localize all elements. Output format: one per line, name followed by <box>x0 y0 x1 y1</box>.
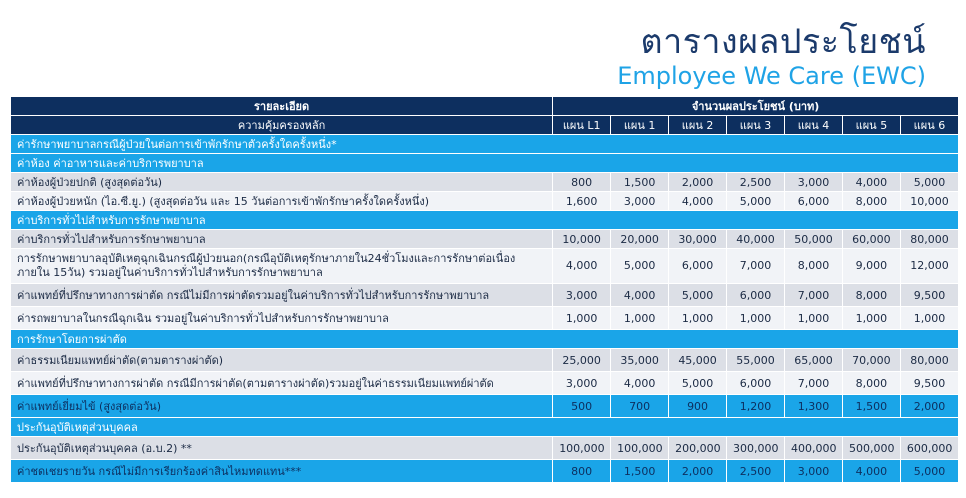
plan-value: 8,000 <box>843 192 900 210</box>
table-row <box>11 192 958 210</box>
plan-value: 1,000 <box>669 307 726 329</box>
plan-value: 1,500 <box>843 395 900 417</box>
section-row <box>11 154 958 172</box>
plan-value: 1,300 <box>785 395 842 417</box>
row-label: ค่าแพทย์ที่ปรึกษาทางการผ่าตัด กรณีไม่มีการผ่าตัดรวมอยู่ในค่าบริการทั่วไปสำหรับการรักษาพยาบาล <box>11 284 552 306</box>
table-row <box>11 173 958 191</box>
table-row <box>11 249 958 283</box>
header-plan: แผน 3 <box>727 116 784 134</box>
row-label: ค่าชดเชยรายวัน กรณีไม่มีการเรียกร้องค่าสินไหมทดแทน*** <box>11 460 552 482</box>
plan-value: 50,000 <box>785 230 842 248</box>
plan-value: 800 <box>553 173 610 191</box>
plan-value: 500 <box>553 395 610 417</box>
plan-value: 3,000 <box>611 192 668 210</box>
section-row <box>11 135 958 153</box>
plan-value: 600,000 <box>901 437 958 459</box>
plan-value: 12,000 <box>901 249 958 283</box>
page-subtitle: Employee We Care (EWC) <box>617 62 926 90</box>
plan-value: 4,000 <box>669 192 726 210</box>
benefit-table-body <box>11 135 958 482</box>
plan-value: 5,000 <box>669 284 726 306</box>
plan-value: 4,000 <box>611 372 668 394</box>
plan-value: 6,000 <box>727 372 784 394</box>
plan-value: 1,000 <box>727 307 784 329</box>
plan-value: 35,000 <box>611 349 668 371</box>
table-row <box>11 395 958 417</box>
plan-value: 4,000 <box>843 460 900 482</box>
plan-value: 25,000 <box>553 349 610 371</box>
plan-value: 2,000 <box>669 173 726 191</box>
plan-value: 45,000 <box>669 349 726 371</box>
header-coverage: ความคุ้มครองหลัก <box>11 116 552 134</box>
section-label: ประกันอุบัติเหตุส่วนบุคคล <box>11 418 958 436</box>
plan-value: 5,000 <box>611 249 668 283</box>
plan-value: 70,000 <box>843 349 900 371</box>
plan-value: 9,500 <box>901 284 958 306</box>
plan-value: 1,600 <box>553 192 610 210</box>
plan-value: 1,000 <box>843 307 900 329</box>
table-row <box>11 307 958 329</box>
plan-value: 2,000 <box>669 460 726 482</box>
plan-value: 40,000 <box>727 230 784 248</box>
plan-value: 3,000 <box>553 372 610 394</box>
plan-value: 4,000 <box>553 249 610 283</box>
plan-value: 8,000 <box>785 249 842 283</box>
table-row <box>11 460 958 482</box>
header-plan: แผน 2 <box>669 116 726 134</box>
section-label: ค่าบริการทั่วไปสำหรับการรักษาพยาบาล <box>11 211 958 229</box>
plan-value: 8,000 <box>843 372 900 394</box>
plan-value: 55,000 <box>727 349 784 371</box>
plan-value: 1,000 <box>901 307 958 329</box>
plan-value: 3,000 <box>785 173 842 191</box>
plan-value: 60,000 <box>843 230 900 248</box>
plan-value: 10,000 <box>553 230 610 248</box>
plan-value: 1,000 <box>785 307 842 329</box>
plan-value: 200,000 <box>669 437 726 459</box>
plan-value: 400,000 <box>785 437 842 459</box>
plan-value: 1,200 <box>727 395 784 417</box>
table-row <box>11 349 958 371</box>
header-plan: แผน 6 <box>901 116 958 134</box>
plan-value: 500,000 <box>843 437 900 459</box>
plan-value: 20,000 <box>611 230 668 248</box>
plan-value: 5,000 <box>669 372 726 394</box>
plan-value: 5,000 <box>727 192 784 210</box>
section-label: การรักษาโดยการผ่าตัด <box>11 330 958 348</box>
plan-value: 2,500 <box>727 173 784 191</box>
plan-value: 80,000 <box>901 230 958 248</box>
section-label: ค่ารักษาพยาบาลกรณีผู้ป่วยในต่อการเข้าพักรักษาตัวครั้งใดครั้งหนึ่ง* <box>11 135 958 153</box>
benefit-table <box>10 96 959 483</box>
plan-value: 3,000 <box>785 460 842 482</box>
row-label: ประกันอุบัติเหตุส่วนบุคคล (อ.บ.2) ** <box>11 437 552 459</box>
header-plan: แผน 5 <box>843 116 900 134</box>
plan-value: 900 <box>669 395 726 417</box>
plan-value: 9,000 <box>843 249 900 283</box>
row-label: ค่าธรรมเนียมแพทย์ผ่าตัด(ตามตารางผ่าตัด) <box>11 349 552 371</box>
header-plan: แผน 1 <box>611 116 668 134</box>
row-label: ค่าห้องผู้ป่วยหนัก (ไอ.ซี.ยู.) (สูงสุดต่อวัน และ 15 วันต่อการเข้าพักรักษาครั้งใดครั้งหนึ่ง) <box>11 192 552 210</box>
plan-value: 100,000 <box>611 437 668 459</box>
section-row <box>11 211 958 229</box>
plan-value: 4,000 <box>611 284 668 306</box>
row-label: ค่ารถพยาบาลในกรณีฉุกเฉิน รวมอยู่ในค่าบริการทั่วไปสำหรับการรักษาพยาบาล <box>11 307 552 329</box>
plan-value: 7,000 <box>785 284 842 306</box>
plan-value: 1,000 <box>553 307 610 329</box>
plan-value: 6,000 <box>785 192 842 210</box>
plan-value: 9,500 <box>901 372 958 394</box>
plan-value: 300,000 <box>727 437 784 459</box>
table-row <box>11 284 958 306</box>
plan-value: 5,000 <box>901 460 958 482</box>
plan-value: 7,000 <box>727 249 784 283</box>
plan-value: 65,000 <box>785 349 842 371</box>
plan-value: 2,500 <box>727 460 784 482</box>
row-label: ค่าแพทย์ที่ปรึกษาทางการผ่าตัด กรณีมีการผ่าตัด(ตามตารางผ่าตัด)รวมอยู่ในค่าธรรมเนียมแพทย์ผ่าตัด <box>11 372 552 394</box>
header-plan: แผน L1 <box>553 116 610 134</box>
plan-value: 30,000 <box>669 230 726 248</box>
row-label: การรักษาพยาบาลอุบัติเหตุฉุกเฉินกรณีผู้ป่วยนอก(กรณีอุบัติเหตุรักษาภายใน24ชั่วโมงและการรักษาต่อเนื่องภายใน 15วัน) รวมอยู่ในค่าบริการทั่วไปสำหรับการรักษาพยาบาล <box>11 249 552 283</box>
plan-value: 80,000 <box>901 349 958 371</box>
plan-value: 700 <box>611 395 668 417</box>
plan-value: 4,000 <box>843 173 900 191</box>
row-label: ค่าแพทย์เยี่ยมไข้ (สูงสุดต่อวัน) <box>11 395 552 417</box>
plan-value: 8,000 <box>843 284 900 306</box>
table-row <box>11 230 958 248</box>
table-row <box>11 372 958 394</box>
header-plan: แผน 4 <box>785 116 842 134</box>
row-label: ค่าบริการทั่วไปสำหรับการรักษาพยาบาล <box>11 230 552 248</box>
plan-value: 5,000 <box>901 173 958 191</box>
plan-value: 7,000 <box>785 372 842 394</box>
plan-value: 3,000 <box>553 284 610 306</box>
plan-value: 6,000 <box>727 284 784 306</box>
header-details: รายละเอียด <box>11 97 552 115</box>
plan-value: 10,000 <box>901 192 958 210</box>
section-row <box>11 418 958 436</box>
plan-value: 2,000 <box>901 395 958 417</box>
plan-value: 1,000 <box>611 307 668 329</box>
section-row <box>11 330 958 348</box>
header-amount: จำนวนผลประโยชน์ (บาท) <box>553 97 958 115</box>
section-label: ค่าห้อง ค่าอาหารและค่าบริการพยาบาล <box>11 154 958 172</box>
plan-value: 800 <box>553 460 610 482</box>
plan-value: 100,000 <box>553 437 610 459</box>
page-title: ตารางผลประโยชน์ <box>640 22 926 62</box>
plan-value: 6,000 <box>669 249 726 283</box>
plan-value: 1,500 <box>611 173 668 191</box>
plan-value: 1,500 <box>611 460 668 482</box>
table-row <box>11 437 958 459</box>
row-label: ค่าห้องผู้ป่วยปกติ (สูงสุดต่อวัน) <box>11 173 552 191</box>
